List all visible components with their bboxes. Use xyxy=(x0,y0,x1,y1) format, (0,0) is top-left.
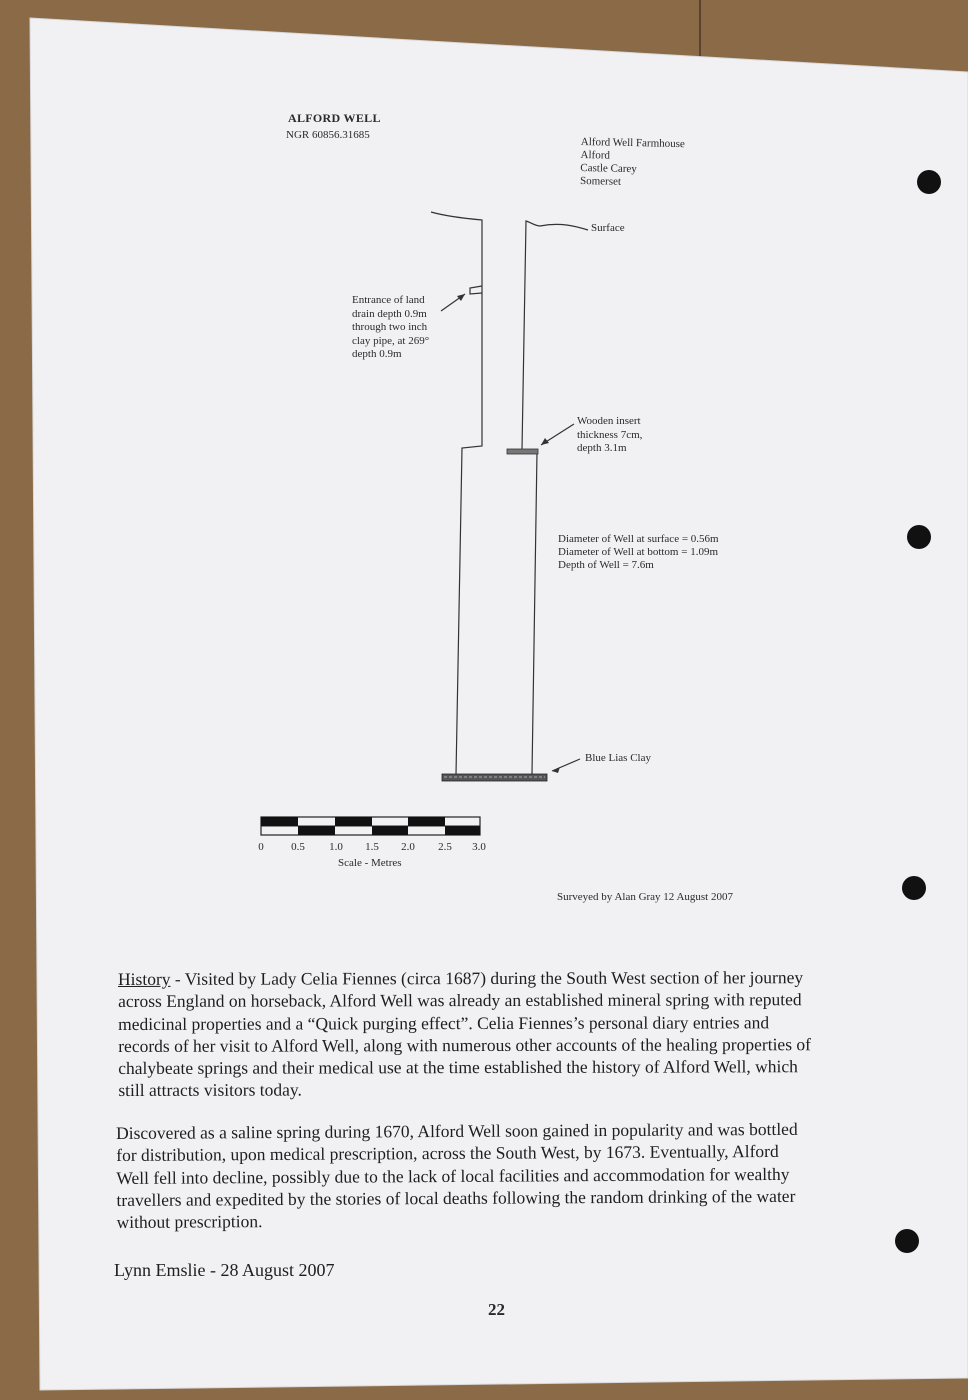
document-title: ALFORD WELL xyxy=(288,111,381,125)
land-drain-label-line: drain depth 0.9m xyxy=(352,307,427,320)
dimension-line: Depth of Well = 7.6m xyxy=(558,559,654,571)
scale-tick: 1.0 xyxy=(329,841,343,853)
land-drain-label-line: depth 0.9m xyxy=(352,348,402,360)
punch-hole xyxy=(917,170,941,194)
history-line: Discovered as a saline spring during 1670, Alford Well soon gained in popularity and was bottled xyxy=(116,1118,798,1143)
land-drain-label xyxy=(352,294,429,362)
scale-tick: 1.5 xyxy=(365,841,379,853)
address-line: Somerset xyxy=(579,174,622,188)
grid-reference: NGR 60856.31685 xyxy=(286,129,370,141)
land-drain-label-line: through two inch xyxy=(352,321,428,333)
history-line: across England on horseback, Alford Well was already an established mineral spring with reputed xyxy=(118,989,802,1012)
punch-hole xyxy=(907,525,931,549)
surface-label: Surface xyxy=(591,222,625,234)
well-dimensions xyxy=(558,533,719,572)
address-block xyxy=(580,136,685,190)
history-line: chalybeate springs and their medical use at the time established the history of Alford Well, which xyxy=(118,1056,798,1079)
history-paragraph-2 xyxy=(116,1117,887,1233)
punch-hole xyxy=(895,1229,919,1253)
history-line-text: - Visited by Lady Celia Fiennes (circa 1687) during the South West section of her journey xyxy=(170,967,804,989)
wooden-insert-label xyxy=(577,415,642,456)
surveyed-by: Surveyed by Alan Gray 12 August 2007 xyxy=(557,891,733,903)
scale-tick: 0.5 xyxy=(291,841,305,853)
address-line: Castle Carey xyxy=(580,161,637,176)
land-drain-stub xyxy=(470,286,482,294)
history-line xyxy=(118,966,888,990)
land-drain-label-line: Entrance of land xyxy=(352,294,425,306)
clay-label: Blue Lias Clay xyxy=(585,752,651,764)
punch-hole xyxy=(902,876,926,900)
history-line: Well fell into decline, possibly due to the lack of local facilities and accommodation for wealthy xyxy=(116,1163,790,1188)
scale-bar xyxy=(261,817,480,835)
history-line: medicinal properties and a “Quick purging effect”. Celia Fiennes’s personal diary entries and xyxy=(118,1011,770,1034)
dimension-line: Diameter of Well at surface = 0.56m xyxy=(558,533,719,545)
author-signature: Lynn Emslie - 28 August 2007 xyxy=(114,1260,335,1280)
scale-tick: 0 xyxy=(258,841,264,853)
scale-tick: 2.5 xyxy=(438,841,452,853)
scale-tick-labels xyxy=(252,841,502,855)
address-line: Alford xyxy=(580,148,611,162)
dimension-line: Diameter of Well at bottom = 1.09m xyxy=(558,546,718,558)
wooden-insert xyxy=(507,449,538,454)
wooden-insert-label-line: depth 3.1m xyxy=(577,442,627,454)
history-line: for distribution, upon medical prescription, across the South West, by 1673. Eventually, Alford xyxy=(116,1141,779,1166)
history-line: travellers and expedited by the stories of local deaths following the random drinking of the water xyxy=(116,1185,796,1210)
history-paragraph-1 xyxy=(118,966,888,1102)
scale-caption: Scale - Metres xyxy=(338,857,402,869)
history-line: without prescription. xyxy=(116,1211,263,1233)
scale-tick: 3.0 xyxy=(472,841,486,853)
scale-tick: 2.0 xyxy=(401,841,415,853)
well-left-wall xyxy=(431,212,482,775)
wooden-insert-label-line: Wooden insert xyxy=(577,415,641,427)
wooden-insert-label-line: thickness 7cm, xyxy=(577,428,643,441)
history-line: still attracts visitors today. xyxy=(118,1080,302,1101)
page-number: 22 xyxy=(488,1300,505,1319)
history-heading: History xyxy=(118,968,171,989)
history-line: records of her visit to Alford Well, along with numerous other accounts of the healing properties of xyxy=(118,1034,811,1056)
land-drain-label-line: clay pipe, at 269° xyxy=(352,334,430,347)
address-line: Alford Well Farmhouse xyxy=(580,136,685,151)
well-right-wall xyxy=(522,221,588,774)
